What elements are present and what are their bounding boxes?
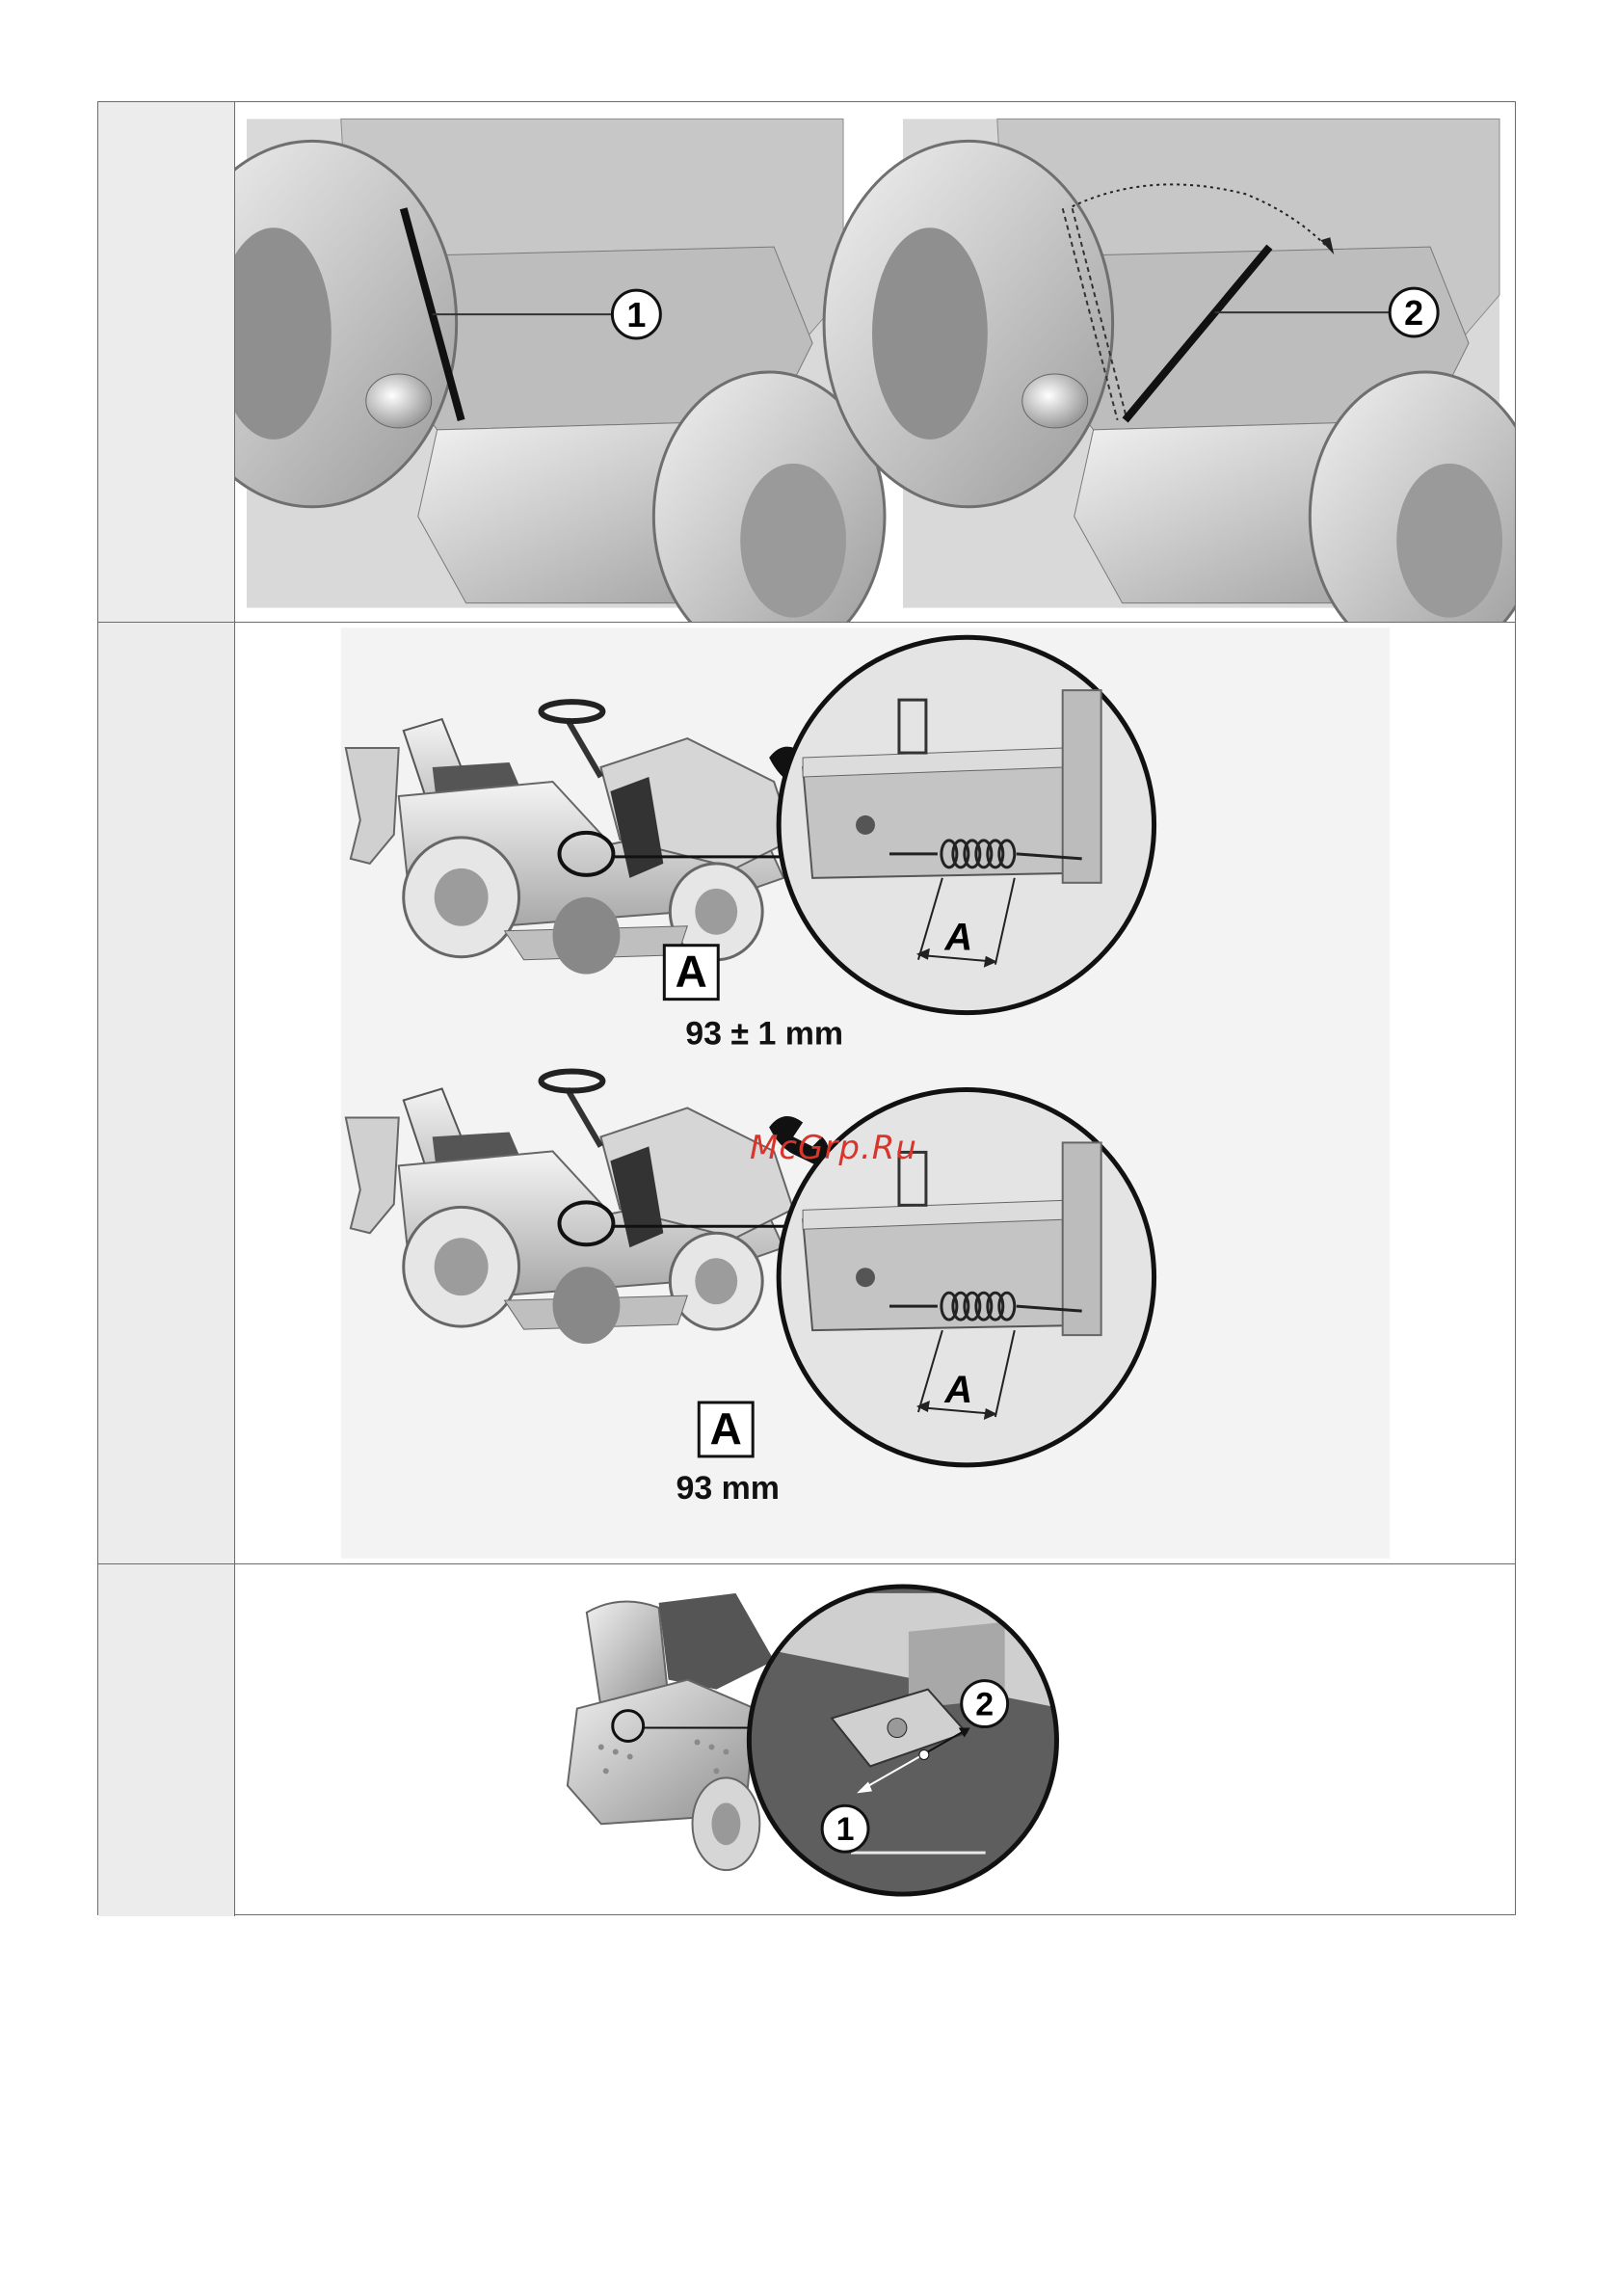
figure-spring-adjustment: [235, 623, 1515, 1563]
step-column: [98, 1564, 235, 1916]
lever-panel-left: [235, 119, 885, 622]
watermark-text: McGrp.Ru: [750, 1129, 917, 1167]
figure-spring-svg: [235, 623, 1515, 1563]
step-column: [98, 102, 235, 622]
table-row-spring-adjustment: [98, 622, 1515, 1563]
callout-2-label: 2: [975, 1686, 995, 1723]
figure-pedal-adjustment: [235, 1564, 1515, 1916]
step-column: [98, 623, 235, 1563]
measurement-top: 93 ± 1 mm: [685, 1015, 844, 1053]
box-label-bottom: A: [709, 1402, 742, 1454]
figure-lever-positions: [235, 102, 1515, 622]
callout-2-label: 2: [1404, 293, 1424, 334]
callout-1-label: 1: [626, 295, 647, 335]
detail-circle-top: [779, 637, 1154, 1012]
dimension-a-label-bottom: A: [944, 1369, 973, 1412]
pedal-detail-circle: [749, 1587, 1062, 1894]
lever-panel-right: [824, 119, 1515, 622]
callout-1-label: 1: [836, 1811, 855, 1849]
dimension-a-label-top: A: [944, 916, 973, 959]
table-row-mower-deck-lever: [98, 102, 1515, 622]
instruction-table: [97, 101, 1516, 1915]
figure-lever-svg: [235, 102, 1515, 622]
box-label-top: A: [675, 946, 707, 997]
table-row-pedal-adjustment: [98, 1563, 1515, 1916]
figure-pedal-svg: [235, 1564, 1515, 1916]
measurement-bottom: 93 mm: [676, 1469, 780, 1507]
